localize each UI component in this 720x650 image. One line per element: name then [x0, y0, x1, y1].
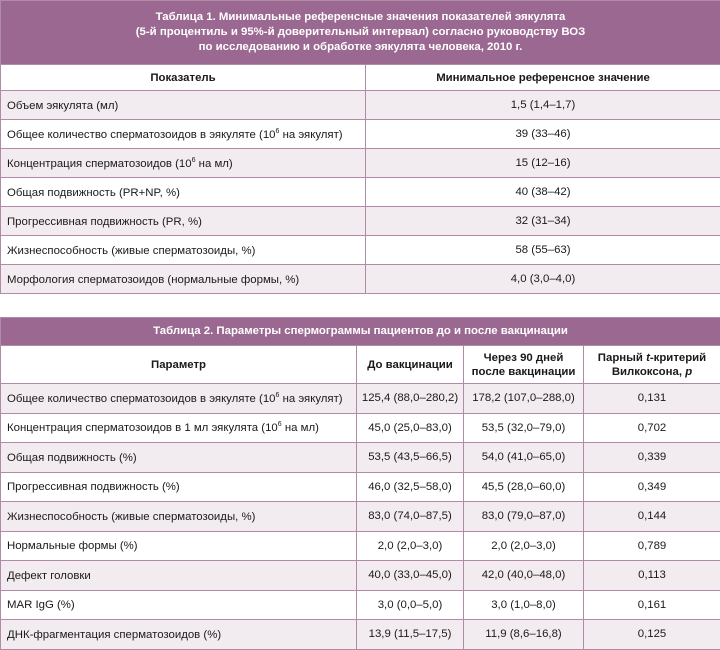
row-label-text: Общее количество сперматозоидов в эякуляте (10 [7, 393, 276, 405]
table2-col-after-line: после вакцинации [464, 365, 583, 379]
spermogram-table [0, 317, 720, 650]
table-row [1, 120, 720, 149]
p-value: 0,161 [584, 590, 720, 620]
test-header-text: -критерий [650, 352, 706, 364]
row-label [1, 502, 357, 532]
row-label [1, 384, 357, 414]
reference-value: 4,0 (3,0–4,0) [366, 265, 720, 294]
before-vaccination-value: 53,5 (43,5–66,5) [357, 443, 464, 473]
after-vaccination-value: 11,9 (8,6–16,8) [464, 620, 584, 650]
before-vaccination-value: 45,0 (25,0–83,0) [357, 413, 464, 443]
table-row [1, 502, 720, 532]
table1-caption-line: по исследованию и обработке эякулята человека, 2010 г. [9, 40, 712, 55]
row-label-sup: 6 [276, 128, 280, 135]
row-label [1, 472, 357, 502]
after-vaccination-value: 83,0 (79,0–87,0) [464, 502, 584, 532]
table2-col-test-header [584, 346, 720, 384]
table-row [1, 443, 720, 473]
before-vaccination-value: 125,4 (88,0–280,2) [357, 384, 464, 414]
after-vaccination-value: 53,5 (32,0–79,0) [464, 413, 584, 443]
row-label-text: Общая подвижность (%) [7, 452, 137, 464]
table-row [1, 236, 720, 265]
p-value: 0,349 [584, 472, 720, 502]
row-label [1, 149, 366, 178]
table1-col-value-header: Минимальное референсное значение [366, 65, 720, 91]
table-row [1, 149, 720, 178]
table1-caption [1, 1, 720, 65]
after-vaccination-value: 45,5 (28,0–60,0) [464, 472, 584, 502]
row-label [1, 91, 366, 120]
table-row [1, 561, 720, 591]
table-row [1, 531, 720, 561]
row-label-text: Общее количество сперматозоидов в эякуляте (10 [7, 129, 276, 141]
reference-values-table [0, 0, 720, 294]
row-label-sup: 6 [276, 392, 280, 399]
row-label-text: ДНК-фрагментация сперматозоидов (%) [7, 629, 221, 641]
row-label [1, 443, 357, 473]
table-row [1, 91, 720, 120]
reference-value: 39 (33–46) [366, 120, 720, 149]
table2-col-before-header: До вакцинации [357, 346, 464, 384]
row-label-text: Дефект головки [7, 570, 91, 582]
table1-caption-line: Таблица 1. Минимальные референсные значения показателей эякулята [9, 10, 712, 25]
after-vaccination-value: 3,0 (1,0–8,0) [464, 590, 584, 620]
row-label-text: Общая подвижность (PR+NP, %) [7, 187, 180, 199]
table2-col-after-header [464, 346, 584, 384]
test-header-text: Вилкоксона, [612, 366, 685, 378]
table-row [1, 413, 720, 443]
table2-caption: Таблица 2. Параметры спермограммы пациентов до и после вакцинации [1, 318, 720, 346]
table-row [1, 265, 720, 294]
after-vaccination-value: 2,0 (2,0–3,0) [464, 531, 584, 561]
row-label [1, 531, 357, 561]
row-label-text: Концентрация сперматозоидов (10 [7, 158, 192, 170]
reference-value: 15 (12–16) [366, 149, 720, 178]
after-vaccination-value: 54,0 (41,0–65,0) [464, 443, 584, 473]
before-vaccination-value: 83,0 (74,0–87,5) [357, 502, 464, 532]
row-label-text: Объем эякулята (мл) [7, 100, 118, 112]
row-label [1, 561, 357, 591]
p-value: 0,339 [584, 443, 720, 473]
row-label-text: Прогрессивная подвижность (PR, %) [7, 216, 202, 228]
row-label-text: Нормальные формы (%) [7, 540, 138, 552]
table-row [1, 178, 720, 207]
row-label-sup: 6 [278, 421, 282, 428]
row-label [1, 207, 366, 236]
reference-value: 40 (38–42) [366, 178, 720, 207]
table1-header-row [1, 65, 720, 91]
table-row [1, 590, 720, 620]
reference-value: 32 (31–34) [366, 207, 720, 236]
row-label-text: MAR IgG (%) [7, 599, 75, 611]
before-vaccination-value: 3,0 (0,0–5,0) [357, 590, 464, 620]
row-label-tail: на мл) [196, 158, 233, 170]
before-vaccination-value: 46,0 (32,5–58,0) [357, 472, 464, 502]
table1-col-param-header: Показатель [1, 65, 366, 91]
row-label [1, 236, 366, 265]
row-label-text: Жизнеспособность (живые сперматозоиды, %) [7, 511, 255, 523]
row-label-tail: на эякулят) [279, 393, 342, 405]
table1-caption-line: (5-й процентиль и 95%-й доверительный интервал) согласно руководству ВОЗ [9, 25, 712, 40]
table-row [1, 472, 720, 502]
row-label-tail: на мл) [282, 422, 319, 434]
before-vaccination-value: 40,0 (33,0–45,0) [357, 561, 464, 591]
row-label-text: Прогрессивная подвижность (%) [7, 481, 180, 493]
p-value: 0,131 [584, 384, 720, 414]
p-value: 0,144 [584, 502, 720, 532]
table2-col-param-header: Параметр [1, 346, 357, 384]
row-label-sup: 6 [192, 157, 196, 164]
p-value: 0,702 [584, 413, 720, 443]
row-label [1, 120, 366, 149]
before-vaccination-value: 2,0 (2,0–3,0) [357, 531, 464, 561]
row-label-text: Жизнеспособность (живые сперматозоиды, %) [7, 245, 255, 257]
after-vaccination-value: 42,0 (40,0–48,0) [464, 561, 584, 591]
table2-col-after-line: Через 90 дней [464, 351, 583, 365]
table-row [1, 620, 720, 650]
table2-header-row [1, 346, 720, 384]
table-row [1, 384, 720, 414]
table-row [1, 207, 720, 236]
before-vaccination-value: 13,9 (11,5–17,5) [357, 620, 464, 650]
reference-value: 58 (55–63) [366, 236, 720, 265]
test-header-text: Парный [598, 352, 646, 364]
test-header-t: t [646, 352, 650, 364]
row-label [1, 413, 357, 443]
row-label [1, 620, 357, 650]
p-value: 0,125 [584, 620, 720, 650]
test-header-p: p [685, 366, 692, 378]
after-vaccination-value: 178,2 (107,0–288,0) [464, 384, 584, 414]
row-label [1, 178, 366, 207]
p-value: 0,789 [584, 531, 720, 561]
row-label [1, 590, 357, 620]
reference-value: 1,5 (1,4–1,7) [366, 91, 720, 120]
row-label-tail: на эякулят) [279, 129, 342, 141]
p-value: 0,113 [584, 561, 720, 591]
row-label-text: Концентрация сперматозоидов в 1 мл эякулята (10 [7, 422, 278, 434]
row-label [1, 265, 366, 294]
row-label-text: Морфология сперматозоидов (нормальные формы, %) [7, 274, 299, 286]
